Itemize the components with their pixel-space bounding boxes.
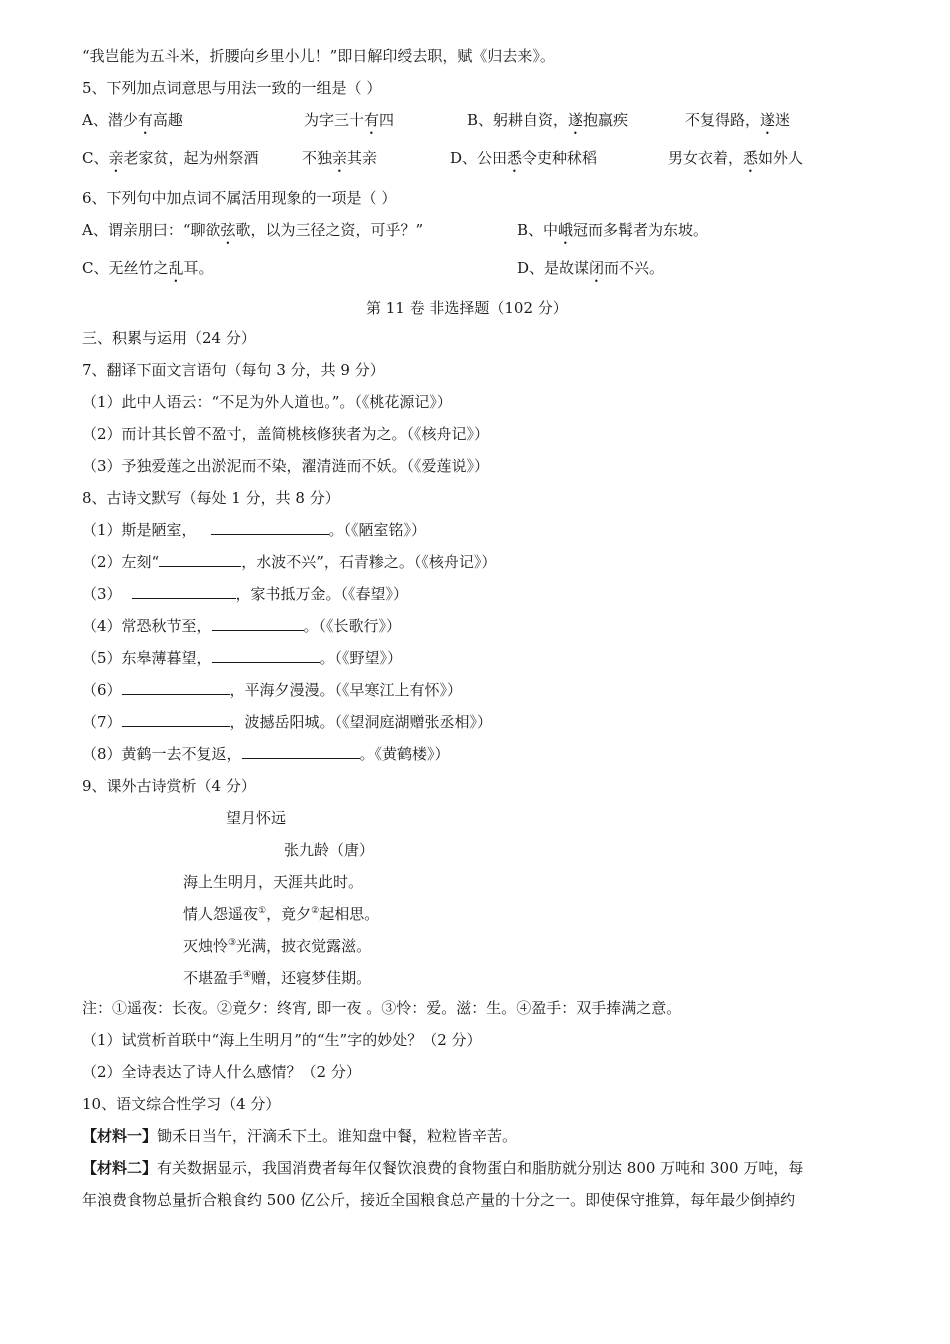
q8-4-suffix: 。（《长歌行》） bbox=[303, 617, 402, 635]
option-d-part2: 男女衣着，悉如外人 bbox=[668, 149, 804, 167]
material-one bbox=[82, 1126, 517, 1146]
option-a-part2: 为字三十有四 bbox=[304, 111, 395, 129]
q8-3-prefix: （3） bbox=[82, 585, 122, 603]
section-title: 第 11 卷 非选择题（102 分） bbox=[366, 299, 568, 317]
material-two bbox=[82, 1158, 803, 1178]
q8-3-suffix: ，家书抵万金。（《春望》） bbox=[235, 585, 409, 603]
q8-item-3 bbox=[82, 584, 408, 604]
q8-8-suffix: 。《黄鹤楼》） bbox=[359, 745, 450, 763]
q8-item-7 bbox=[82, 712, 492, 732]
q8-7-suffix: ，波撼岳阳城。（《望洞庭湖赠张丞相》） bbox=[229, 713, 493, 731]
poem-line-4: 不堪盈手④赠，还寝梦佳期。 bbox=[183, 969, 372, 987]
poem-line-2: 情人怨遥夜①，竟夕②起相思。 bbox=[183, 905, 380, 923]
answer-blank[interactable] bbox=[242, 744, 360, 759]
poem-author: 张九龄（唐） bbox=[284, 841, 375, 859]
answer-blank[interactable] bbox=[212, 616, 304, 631]
q8-8-prefix: （8）黄鹤一去不复返， bbox=[82, 745, 242, 763]
part-three-heading: 三、积累与运用（24 分） bbox=[82, 329, 256, 347]
material-two-tag: 【材料二】 bbox=[82, 1159, 158, 1177]
question-5: 5、下列加点词意思与用法一致的一组是（ ） bbox=[82, 79, 382, 97]
q6-option-a: A、谓亲朋曰：“聊欲弦歌，以为三径之资，可乎？” bbox=[82, 221, 424, 239]
answer-blank[interactable] bbox=[212, 648, 320, 663]
option-c-part1: C、亲老家贫，起为州祭酒 bbox=[82, 149, 259, 167]
q8-1-prefix: （1）斯是陋室， bbox=[82, 521, 197, 539]
question-6: 6、下列句中加点词不属活用现象的一项是（ ） bbox=[82, 189, 397, 207]
answer-blank[interactable] bbox=[122, 680, 230, 695]
q6-option-b: B、中峨冠而多髯者为东坡。 bbox=[517, 221, 709, 239]
q8-7-prefix: （7） bbox=[82, 713, 122, 731]
poem-notes: 注：①遥夜：长夜。②竟夕：终宵, 即一夜 。③怜：爱。滋：生。④盈手：双手捧满之意。 bbox=[82, 999, 682, 1017]
poem-line-1: 海上生明月，天涯共此时。 bbox=[183, 873, 364, 891]
q8-5-prefix: （5）东皋薄暮望， bbox=[82, 649, 212, 667]
poem-title: 望月怀远 bbox=[226, 809, 287, 827]
q8-5-suffix: 。（《野望》） bbox=[319, 649, 403, 667]
q8-2-suffix: ，水波不兴”，石青糁之。（《核舟记》） bbox=[241, 553, 497, 571]
material-two-continued: 年浪费食物总量折合粮食约 500 亿公斤，接近全国粮食总产量的十分之一。即使保守推算，每年最少倒掉约 bbox=[82, 1191, 796, 1209]
q7-item-1: （1）此中人语云：“不足为外人道也。”。（《桃花源记》） bbox=[82, 393, 452, 411]
answer-blank[interactable] bbox=[122, 712, 230, 727]
q6-option-c: C、无丝竹之乱耳。 bbox=[82, 259, 214, 277]
answer-blank[interactable] bbox=[159, 552, 241, 567]
option-a-part1: A、潜少有高趣 bbox=[82, 111, 183, 129]
answer-blank[interactable] bbox=[211, 520, 329, 535]
option-d-part1: D、公田悉令吏种秫稻 bbox=[450, 149, 598, 167]
q9-item-2: （2）全诗表达了诗人什么感情？（2 分） bbox=[82, 1063, 361, 1081]
q7-item-2: （2）而计其长曾不盈寸，盖简桃核修狭者为之。（《核舟记》） bbox=[82, 425, 490, 443]
q8-6-suffix: ，平海夕漫漫。（《早寒江上有怀》） bbox=[229, 681, 463, 699]
material-one-tag: 【材料一】 bbox=[82, 1127, 158, 1145]
poem-line-3: 灭烛怜③光满，披衣觉露滋。 bbox=[183, 937, 372, 955]
option-c-part2: 不独亲其亲 bbox=[302, 149, 378, 167]
q8-item-4 bbox=[82, 616, 401, 636]
option-b-part1: B、躬耕自资，遂抱羸疾 bbox=[467, 111, 629, 129]
q8-item-5 bbox=[82, 648, 402, 668]
q8-2-prefix: （2）左刻“ bbox=[82, 553, 160, 571]
q8-item-2 bbox=[82, 552, 496, 572]
question-9: 9、课外古诗赏析（4 分） bbox=[82, 777, 256, 795]
material-one-text: 锄禾日当午，汗滴禾下土。谁知盘中餐，粒粒皆辛苦。 bbox=[157, 1127, 518, 1145]
q7-item-3: （3）予独爱莲之出淤泥而不染，濯清涟而不妖。（《爱莲说》） bbox=[82, 457, 490, 475]
question-8: 8、古诗文默写（每处 1 分，共 8 分） bbox=[82, 489, 340, 507]
q8-item-6 bbox=[82, 680, 462, 700]
q8-item-8 bbox=[82, 744, 450, 764]
q8-item-1 bbox=[82, 520, 426, 540]
question-7: 7、翻译下面文言语句（每句 3 分，共 9 分） bbox=[82, 361, 385, 379]
option-b-part2: 不复得路，遂迷 bbox=[685, 111, 791, 129]
question-10: 10、语文综合性学习（4 分） bbox=[82, 1095, 281, 1113]
text-line: “我岂能为五斗米，折腰向乡里小儿！”即日解印绶去职，赋《归去来》。 bbox=[82, 47, 555, 65]
answer-blank[interactable] bbox=[132, 584, 236, 599]
q8-4-prefix: （4）常恐秋节至， bbox=[82, 617, 212, 635]
q6-option-d: D、是故谋闭而不兴。 bbox=[517, 259, 665, 277]
q9-item-1: （1）试赏析首联中“海上生明月”的“生”字的妙处？（2 分） bbox=[82, 1031, 482, 1049]
q8-6-prefix: （6） bbox=[82, 681, 122, 699]
q8-1-suffix: 。（《陋室铭》） bbox=[328, 521, 427, 539]
material-two-text: 有关数据显示，我国消费者每年仅餐饮浪费的食物蛋白和脂肪就分别达 800 万吨和 300 万吨，每 bbox=[157, 1159, 804, 1177]
